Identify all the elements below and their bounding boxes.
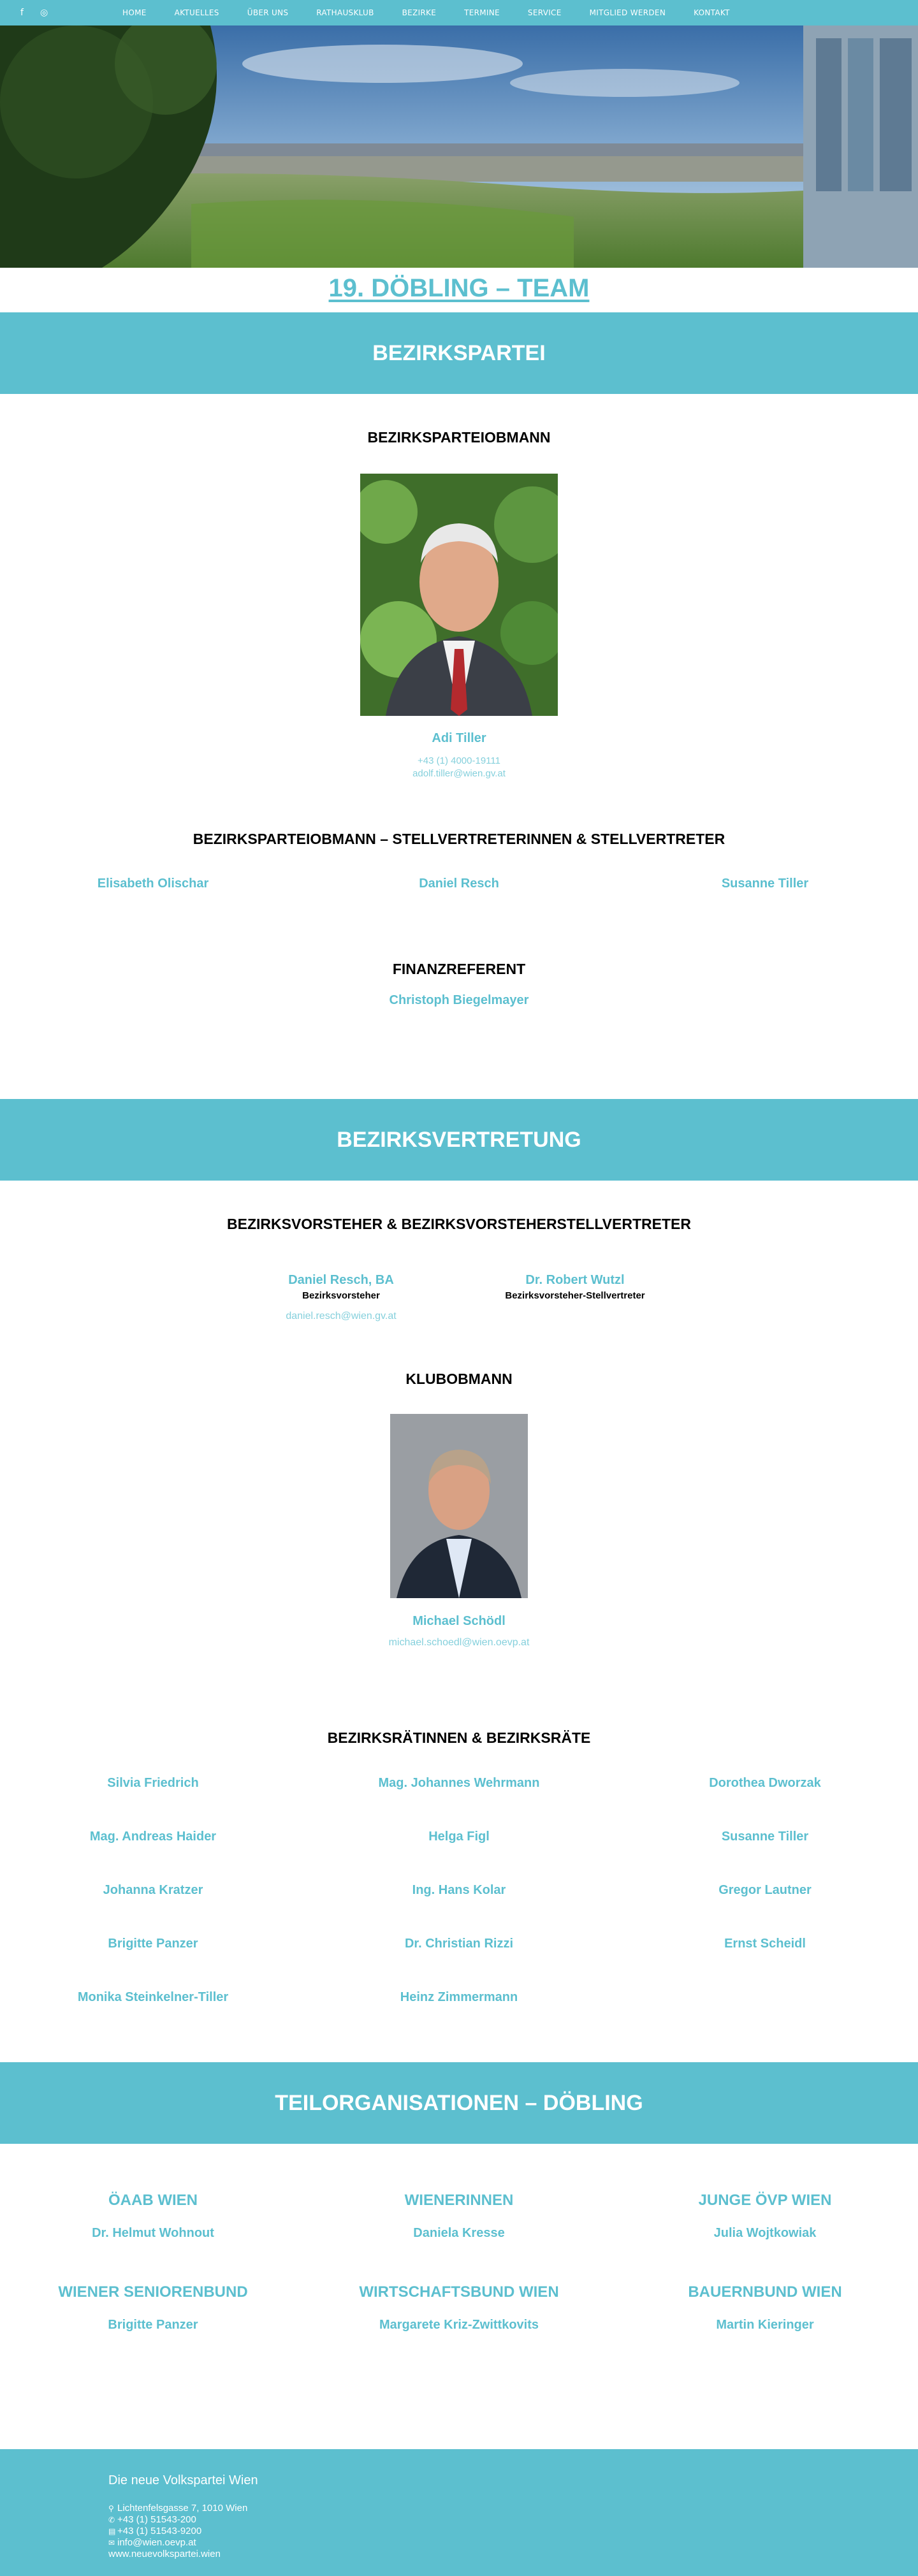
obmann-photo: [360, 474, 558, 716]
nav-kontakt[interactable]: KONTAKT: [694, 8, 730, 17]
nav-service[interactable]: SERVICE: [527, 8, 562, 17]
finanz-heading: FINANZREFERENT: [392, 961, 526, 977]
rat-14: Heinz Zimmermann: [400, 1990, 518, 2004]
rat-1: Silvia Friedrich: [107, 1776, 199, 1790]
footer-phone[interactable]: ✆ +43 (1) 51543-200: [108, 2514, 196, 2525]
vorsteher-stv-role: Bezirksvorsteher-Stellvertreter: [505, 1290, 645, 1301]
org-junge-oevp-person: Julia Wojtkowiak: [713, 2226, 817, 2240]
klubobmann-heading: KLUBOBMANN: [405, 1371, 513, 1387]
vorsteher-role: Bezirksvorsteher: [302, 1290, 380, 1301]
finanz-name: Christoph Biegelmayer: [389, 993, 529, 1007]
footer-fax: ▤ +43 (1) 51543-9200: [108, 2526, 202, 2536]
section-bezirksvertretung: BEZIRKSVERTRETUNG: [0, 1099, 918, 1181]
raete-heading: BEZIRKSRÄTINNEN & BEZIRKSRÄTE: [327, 1729, 591, 1746]
rat-6: Susanne Tiller: [721, 1830, 809, 1844]
rat-3: Dorothea Dworzak: [709, 1776, 821, 1790]
rat-12: Ernst Scheidl: [724, 1937, 806, 1951]
rat-7: Johanna Kratzer: [103, 1883, 203, 1897]
footer: [0, 2449, 918, 2576]
vorsteher-name: Daniel Resch, BA: [288, 1273, 394, 1287]
org-seniorenbund: WIENER SENIORENBUND: [58, 2283, 248, 2301]
rat-13: Monika Steinkelner-Tiller: [77, 1990, 229, 2004]
nav-rathausklub[interactable]: RATHAUSKLUB: [316, 8, 374, 17]
klubobmann-name: Michael Schödl: [412, 1614, 506, 1628]
stellvertreter-2: Daniel Resch: [419, 877, 499, 891]
hero-image: [0, 25, 918, 268]
page-title: 19. DÖBLING – TEAM: [328, 274, 590, 302]
stellvertreter-3: Susanne Tiller: [721, 877, 809, 891]
org-bauernbund: BAUERNBUND WIEN: [688, 2283, 842, 2301]
org-wirtschaftsbund: WIRTSCHAFTSBUND WIEN: [359, 2283, 559, 2301]
rat-10: Brigitte Panzer: [108, 1937, 198, 1951]
rat-8: Ing. Hans Kolar: [412, 1883, 506, 1897]
rat-5: Helga Figl: [428, 1830, 490, 1844]
footer-website[interactable]: www.neuevolkspartei.wien: [108, 2549, 221, 2559]
nav-ueber-uns[interactable]: ÜBER UNS: [247, 8, 289, 17]
vienna-panorama-image: [0, 25, 918, 268]
org-oeaab-person: Dr. Helmut Wohnout: [92, 2226, 214, 2240]
obmann-heading: BEZIRKSPARTEIOBMANN: [367, 429, 551, 446]
main-menu: [122, 8, 758, 17]
rat-2: Mag. Johannes Wehrmann: [378, 1776, 540, 1790]
facebook-icon[interactable]: f: [20, 8, 24, 18]
org-wienerinnen: WIENERINNEN: [404, 2192, 514, 2209]
org-seniorenbund-person: Brigitte Panzer: [108, 2318, 198, 2332]
nav-bezirke[interactable]: BEZIRKE: [402, 8, 437, 17]
nav-aktuelles[interactable]: AKTUELLES: [174, 8, 219, 17]
footer-email[interactable]: ✉ info@wien.oevp.at: [108, 2537, 196, 2548]
instagram-icon[interactable]: ◎: [40, 8, 48, 18]
vorsteher-stv-name: Dr. Robert Wutzl: [525, 1273, 625, 1287]
stellvertreter-heading: BEZIRKSPARTEIOBMANN – STELLVERTRETERINNEN & STELLVERTRETER: [193, 831, 725, 847]
obmann-email[interactable]: adolf.tiller@wien.gv.at: [412, 768, 506, 779]
nav-termine[interactable]: TERMINE: [464, 8, 500, 17]
obmann-name: Adi Tiller: [432, 731, 486, 745]
org-junge-oevp: JUNGE ÖVP WIEN: [698, 2192, 832, 2209]
vorsteher-heading: BEZIRKSVORSTEHER & BEZIRKSVORSTEHERSTELLVERTRETER: [227, 1216, 691, 1232]
mail-icon: ✉: [108, 2538, 115, 2547]
obmann-phone[interactable]: +43 (1) 4000-19111: [418, 755, 500, 766]
klubobmann-email[interactable]: michael.schoedl@wien.oevp.at: [388, 1637, 530, 1648]
top-navigation: [0, 0, 918, 25]
location-icon: ⚲: [108, 2504, 114, 2513]
rat-11: Dr. Christian Rizzi: [404, 1937, 514, 1951]
social-links: [20, 8, 122, 18]
nav-home[interactable]: HOME: [122, 8, 147, 17]
stellvertreter-1: Elisabeth Olischar: [97, 877, 209, 891]
fax-icon: ▤: [108, 2527, 116, 2536]
org-bauernbund-person: Martin Kieringer: [716, 2318, 814, 2332]
rat-4: Mag. Andreas Haider: [89, 1830, 217, 1844]
klubobmann-photo: [390, 1414, 528, 1598]
org-wirtschaftsbund-person: Margarete Kriz-Zwittkovits: [379, 2318, 539, 2332]
section-teilorganisationen: TEILORGANISATIONEN – DÖBLING: [0, 2062, 918, 2144]
footer-title: Die neue Volkspartei Wien: [108, 2473, 258, 2487]
footer-address: ⚲ Lichtenfelsgasse 7, 1010 Wien: [108, 2503, 248, 2514]
rat-9: Gregor Lautner: [718, 1883, 812, 1897]
org-oeaab: ÖAAB WIEN: [108, 2192, 198, 2209]
org-wienerinnen-person: Daniela Kresse: [413, 2226, 505, 2240]
vorsteher-email[interactable]: daniel.resch@wien.gv.at: [286, 1311, 397, 1321]
section-bezirkspartei: BEZIRKSPARTEI: [0, 312, 918, 394]
nav-mitglied-werden[interactable]: MITGLIED WERDEN: [589, 8, 666, 17]
phone-icon: ✆: [108, 2515, 115, 2524]
